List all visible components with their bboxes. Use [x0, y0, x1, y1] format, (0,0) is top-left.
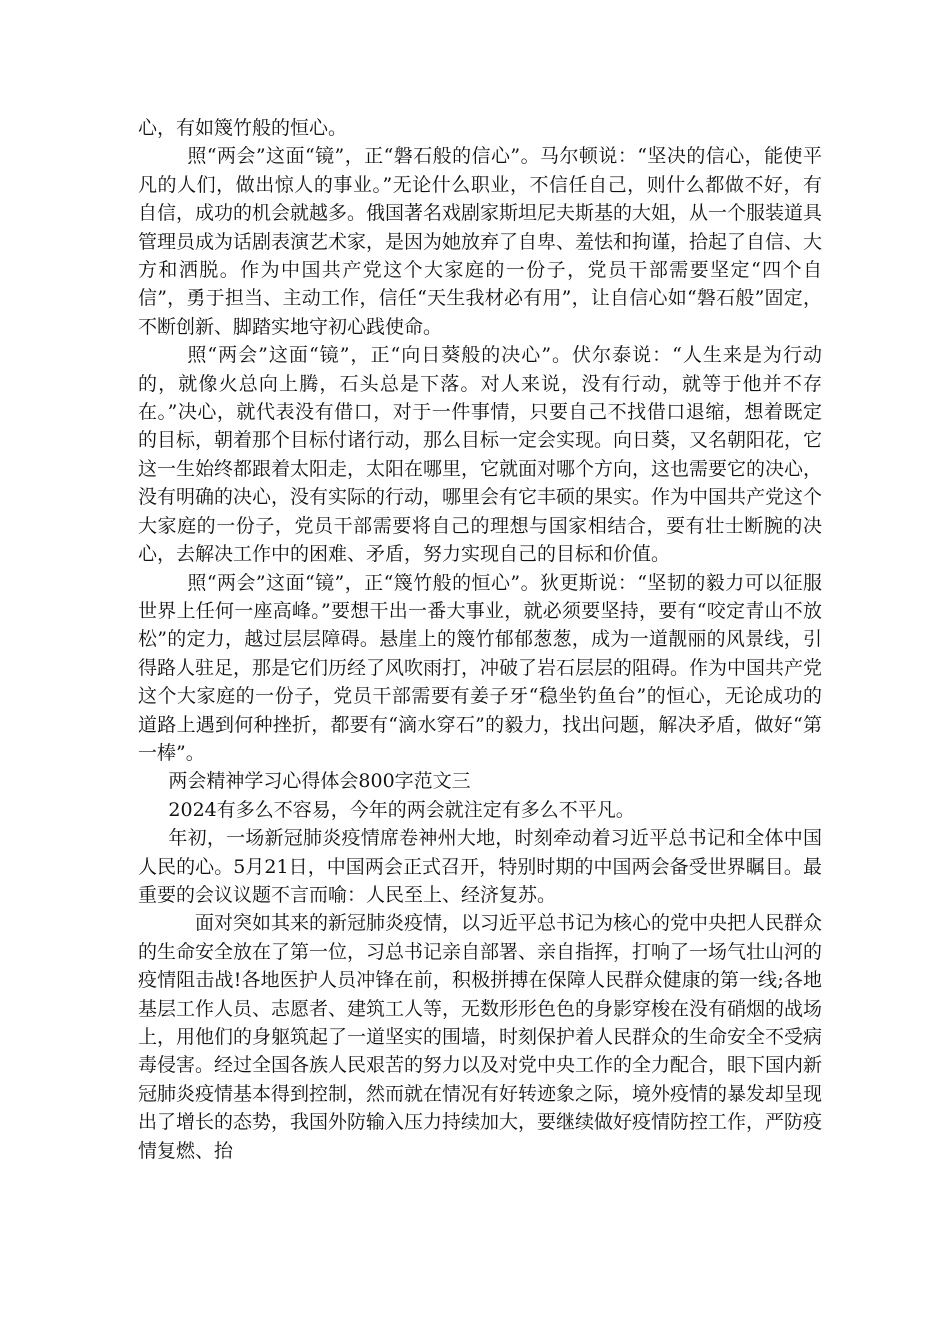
section-heading: 两会精神学习心得体会800字范文三 [168, 770, 471, 793]
paragraph-determination: 照“两会”这面“镜”，正“向日葵般的决心”。伏尔泰说：“人生来是为行动的，就像火总向上腾，石头总是下落。对人来说，没有行动，就等于他并不存在。”决心，就代表没有借口，对于一件事情，只要自己不找借口退缩，想着既定的目标，朝着那个目标付诸行动，那么目标一定会实现。向日葵，又名朝阳花，它这一生始终都跟着太阳走，太阳在哪里，它就面对哪个方向，这也需要它的决心，没有明确的决心，没有实际的行动，哪里会有它丰硕的果实。作为中国共产党这个大家庭的一份子，党员干部需要将自己的理想与国家相结合，要有壮士断腕的决心，去解决工作中的困难、矛盾，努力实现自己的目标和价值。 [138, 344, 823, 566]
paragraph-response: 面对突如其来的新冠肺炎疫情，以习近平总书记为核心的党中央把人民群众的生命安全放在了第一位，习总书记亲自部署、亲自指挥，打响了一场气壮山河的疫情阻击战!各地医护人员冲锋在前，积极拼搏在保障人民群众健康的第一线;各地基层工作人员、志愿者、建筑工人等，无数形形色色的身影穿梭在没有硝烟的战场上，用他们的身躯筑起了一道坚实的围墙，时刻保护着人民群众的生命安全不受病毒侵害。经过全国各族人民艰苦的努力以及对党中央工作的全力配合，眼下国内新冠肺炎疫情基本得到控制，然而就在情况有好转迹象之际，境外疫情的暴发却呈现出了增长的态势，我国外防输入压力持续加大，要继续做好疫情防控工作，严防疫情复燃、抬 [138, 912, 823, 1162]
paragraph-continuation: 心，有如篾竹般的恒心。 [138, 117, 348, 139]
paragraph-outbreak: 年初，一场新冠肺炎疫情席卷神州大地，时刻牵动着习近平总书记和全体中国人民的心。5月21日，中国两会正式召开，特别时期的中国两会备受世界瞩目。最重要的会议议题不言而喻：人民至上、经济复苏。 [138, 827, 822, 906]
paragraph-intro: 2024有多么不容易，今年的两会就注定有多么不平凡。 [168, 798, 635, 821]
paragraph-confidence: 照“两会”这面“镜”，正“磐石般的信心”。马尔顿说：“坚决的信心，能使平凡的人们，做出惊人的事业。”无论什么职业，不信任自己，则什么都做不好，有自信，成功的机会就越多。俄国著名戏剧家斯坦尼夫斯基的大姐，从一个服装道具管理员成为话剧表演艺术家，是因为她放弃了自卑、羞怯和拘谨，拾起了自信、大方和洒脱。作为中国共产党这个大家庭的一份子，党员干部需要坚定“四个自信”，勇于担当、主动工作，信任“天生我材必有用”，让自信心如“磐石般”固定，不断创新、脚踏实地守初心践使命。 [138, 145, 823, 338]
document-body [138, 114, 822, 1165]
paragraph-perseverance: 照“两会”这面“镜”，正“篾竹般的恒心”。狄更斯说：“坚韧的毅力可以征服世界上任何一座高峰。”要想干出一番大事业，就必须要坚持，要有“咬定青山不放松”的定力，越过层层障碍。悬崖上的篾竹郁郁葱葱，成为一道靓丽的风景线，引得路人驻足，那是它们历经了风吹雨打，冲破了岩石层层的阻碍。作为中国共产党这个大家庭的一份子，党员干部需要有姜子牙“稳坐钓鱼台”的恒心，无论成功的道路上遇到何种挫折，都要有“滴水穿石”的毅力，找出问题，解决矛盾，做好“第一棒”。 [138, 571, 823, 764]
